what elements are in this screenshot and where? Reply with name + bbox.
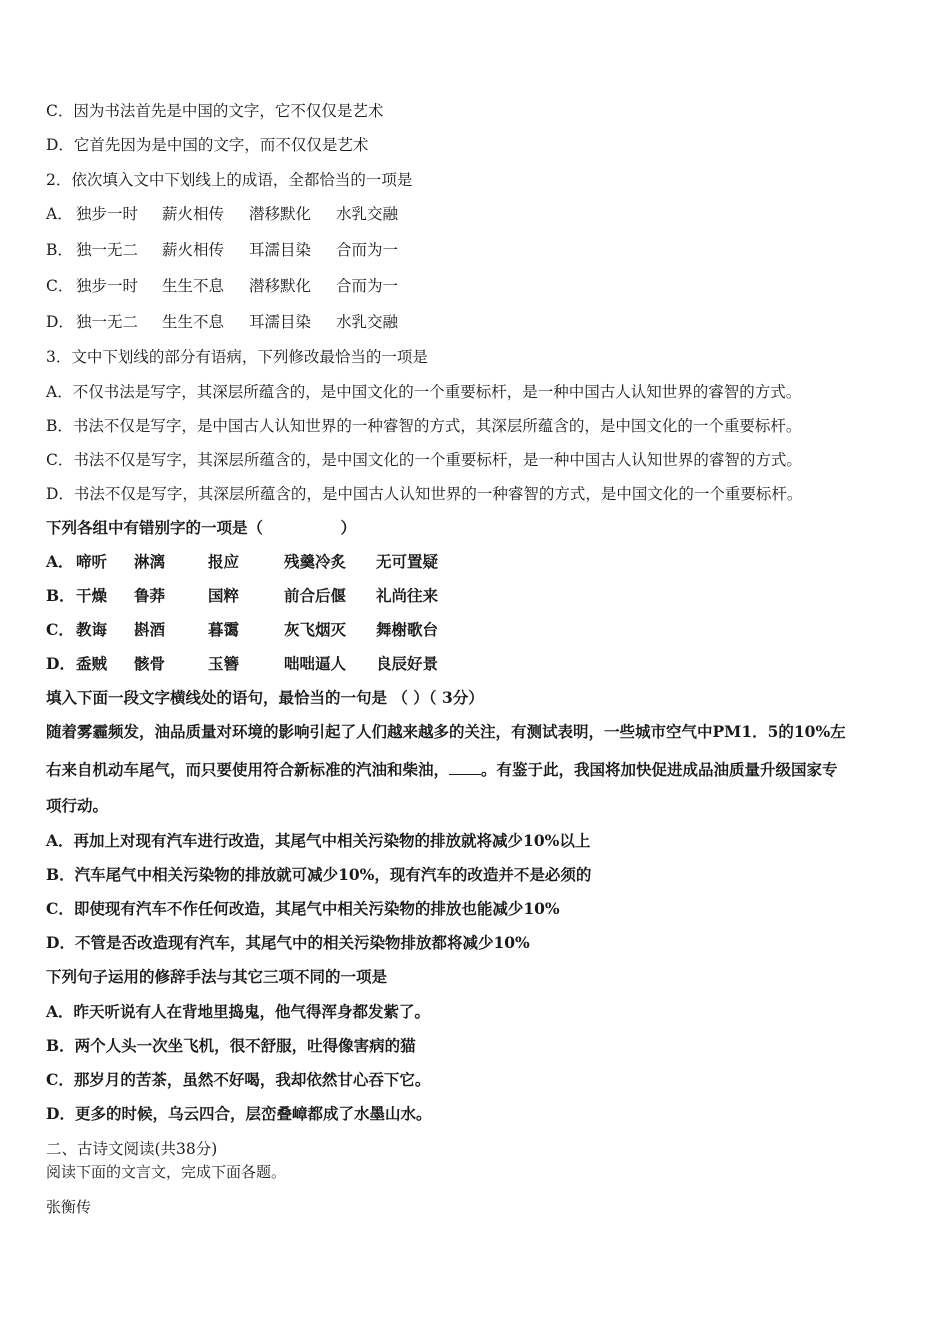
q4-stem: 下列各组中有错别字的一项是（ ） <box>46 518 357 537</box>
option-item: 报应 <box>208 552 240 571</box>
option-item: 国粹 <box>208 586 240 605</box>
option-item: 前合后偃 <box>284 586 347 605</box>
option-label: A． <box>46 205 73 223</box>
q3-option-d: D．书法不仅是写字，其深层所蕴含的，是中国古人认知世界的一种睿智的方式，是中国文化的一个重要标杆。 <box>46 485 803 503</box>
option-item: 淋漓 <box>134 552 166 571</box>
option-item: 骸骨 <box>134 654 166 673</box>
q5-passage-line-2 <box>46 760 838 780</box>
q1-option-c: C．因为书法首先是中国的文字，它不仅仅是艺术 <box>46 102 384 120</box>
option-item: 生生不息 <box>162 277 225 295</box>
option-item: 独一无二 <box>76 313 139 331</box>
option-label: C． <box>46 620 74 639</box>
q5-option-d: D．不管是否改造现有汽车，其尾气中的相关污染物排放都将减少10% <box>46 933 530 952</box>
option-label: B． <box>46 241 73 259</box>
option-item: 水乳交融 <box>336 313 399 331</box>
q3-option-b: B．书法不仅是写字，是中国古人认知世界的一种睿智的方式，其深层所蕴含的，是中国文化的一个重要标杆。 <box>46 417 802 435</box>
q6-option-a: A．昨天听说有人在背地里捣鬼，他气得浑身都发紫了。 <box>46 1002 431 1021</box>
q6-stem: 下列句子运用的修辞手法与其它三项不同的一项是 <box>46 967 388 986</box>
option-item: 无可置疑 <box>376 552 439 571</box>
q6-option-b: B．两个人头一次坐飞机，很不舒服，吐得像害病的猫 <box>46 1036 416 1055</box>
option-item: 耳濡目染 <box>249 313 312 331</box>
option-label: C． <box>46 277 74 295</box>
option-item: 盉贼 <box>76 654 108 673</box>
option-item: 残羹冷炙 <box>284 552 347 571</box>
section-heading: 二、古诗文阅读(共38分) <box>46 1140 218 1158</box>
option-item: 鲁莽 <box>134 586 166 605</box>
option-item: 薪火相传 <box>162 205 225 223</box>
q5-option-c: C．即使现有汽车不作任何改造，其尾气中相关污染物的排放也能减少10% <box>46 899 560 918</box>
option-item: 礼尚往来 <box>376 586 439 605</box>
q3-option-a: A．不仅书法是写字，其深层所蕴含的，是中国文化的一个重要标杆，是一种中国古人认知世界的睿智的方式。 <box>46 383 802 401</box>
option-item: 独一无二 <box>76 241 139 259</box>
q5-option-b: B．汽车尾气中相关污染物的排放就可减少10%，现有汽车的改造并不是必须的 <box>46 865 592 884</box>
option-label: A． <box>46 552 74 571</box>
q3-option-c: C．书法不仅是写字，其深层所蕴含的，是中国文化的一个重要标杆，是一种中国古人认知世界的睿智的方式。 <box>46 451 802 469</box>
option-label: B． <box>46 586 75 605</box>
option-item: 啼听 <box>76 552 108 571</box>
q2-stem: 2．依次填入文中下划线上的成语，全都恰当的一项是 <box>46 171 413 189</box>
q5-option-a: A．再加上对现有汽车进行改造，其尾气中相关污染物的排放就将减少10%以上 <box>46 831 591 850</box>
option-item: 独步一时 <box>76 205 139 223</box>
option-item: 水乳交融 <box>336 205 399 223</box>
option-item: 灰飞烟灭 <box>284 620 347 639</box>
option-item: 耳濡目染 <box>249 241 312 259</box>
option-item: 生生不息 <box>162 313 225 331</box>
q6-option-c: C．那岁月的苦茶，虽然不好喝，我却依然甘心吞下它。 <box>46 1070 431 1089</box>
option-item: 薪火相传 <box>162 241 225 259</box>
option-item: 舞榭歌台 <box>376 620 439 639</box>
option-item: 咄咄逼人 <box>284 654 347 673</box>
option-label: D． <box>46 654 75 673</box>
option-item: 干燥 <box>76 586 108 605</box>
option-item: 暮霭 <box>208 620 240 639</box>
option-item: 教诲 <box>76 620 108 639</box>
passage-text: 右来自机动车尾气，而只要使用符合新标准的汽油和柴油， <box>46 760 450 779</box>
option-item: 良辰好景 <box>376 654 439 673</box>
option-item: 潜移默化 <box>249 277 312 295</box>
section-instruction: 阅读下面的文言文，完成下面各题。 <box>46 1163 287 1181</box>
q5-stem: 填入下面一段文字横线处的语句，最恰当的一句是 （ ）（ 3分） <box>46 688 484 707</box>
answer-blank <box>449 760 481 775</box>
option-item: 玉簪 <box>208 654 240 673</box>
option-item: 合而为一 <box>336 241 399 259</box>
passage-text: 。有鉴于此，我国将加快促进成品油质量升级国家专 <box>481 760 838 779</box>
passage-title: 张衡传 <box>46 1198 92 1216</box>
option-label: D． <box>46 313 74 331</box>
option-item: 独步一时 <box>76 277 139 295</box>
option-item: 合而为一 <box>336 277 399 295</box>
q3-stem: 3．文中下划线的部分有语病，下列修改最恰当的一项是 <box>46 348 428 366</box>
q6-option-d: D．更多的时候，乌云四合，层峦叠嶂都成了水墨山水。 <box>46 1104 432 1123</box>
q1-option-d: D．它首先因为是中国的文字，而不仅仅是艺术 <box>46 136 369 154</box>
option-item: 潜移默化 <box>249 205 312 223</box>
q5-passage-line-3: 项行动。 <box>46 796 109 815</box>
q5-passage-line-1: 随着雾霾频发，油品质量对环境的影响引起了人们越来越多的关注，有测试表明，一些城市空气中PM1．5的10%左 <box>46 722 846 741</box>
option-item: 斟酒 <box>134 620 166 639</box>
